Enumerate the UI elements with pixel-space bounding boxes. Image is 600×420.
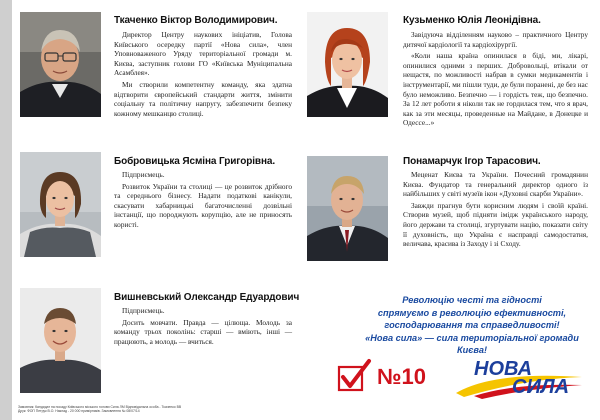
bio-paragraph: Меценат Києва та України. Почесний громадянин Києва. Фундатор та генеральний директор одного із найбільших у світі музеїв ікон «Духовні скарби України». <box>403 170 588 199</box>
imprint-line: Друк: ФОП Петрук В.О. Наклад - 20 000 примірників. Замовлення № 08/07/14 <box>18 409 140 414</box>
candidate-bio <box>114 306 292 348</box>
bio-paragraph: Завжди прагнув бути корисним людям і своїй країні. Створив музей, щоб підняти імідж українського народу, його держави та столиці, згуртувати націю, показати світу її духовність, що Україна є насправді самодостатня, величава, красива із Заходу і зі Сходу. <box>403 200 588 249</box>
candidate-name: Кузьменко Юлія Леонідівна. <box>403 15 541 26</box>
candidate-name: Ткаченко Віктор Володимирович. <box>114 15 278 26</box>
candidate-photo-vyshnevskyi <box>20 288 101 393</box>
ballot-checkbox-icon <box>336 358 372 394</box>
candidate-photo-bobrovytska <box>20 152 101 257</box>
campaign-slogan <box>352 294 592 357</box>
slogan-line: «Нова сила» — сила територіальної громади Києва! <box>365 332 579 355</box>
slogan-line: Революцію честі та гідності <box>402 295 542 305</box>
candidate-bio <box>114 170 292 232</box>
logo-text-line1: НОВА <box>474 358 533 380</box>
candidate-photo-kuzmenko <box>307 12 388 117</box>
portrait-man-glasses <box>20 12 101 117</box>
candidate-photo-tkachenko <box>20 12 101 117</box>
bio-paragraph: Ми створили компетентну команду, яка здатна відтворити європейський стандарти життя, змінити соціальну та політичну напругу, забезпечити безпеку кожному мешканцю столиці. <box>114 79 292 118</box>
portrait-young-man <box>20 288 101 393</box>
portrait-woman-red-hair <box>307 12 388 117</box>
ballot-number: №10 <box>377 364 426 389</box>
candidate-bio <box>114 30 292 120</box>
candidate-bio <box>403 170 588 251</box>
bio-paragraph: Підприємець. <box>122 306 165 315</box>
candidate-photo-ponamarchuk <box>307 156 388 261</box>
candidate-bio <box>403 30 588 130</box>
logo-text-line2: СИЛА <box>512 376 570 398</box>
portrait-man-suit <box>307 156 388 261</box>
left-margin-strip <box>0 0 12 420</box>
candidate-name: Бобровицька Ясміна Григорівна. <box>114 156 276 167</box>
candidate-name: Понамарчук Ігор Тарасович. <box>403 156 541 167</box>
bio-paragraph: Підприємець. <box>122 170 165 179</box>
slogan-line: господарювання та справедливості! <box>384 320 560 330</box>
portrait-young-woman <box>20 152 101 257</box>
imprint-line: Замовник: Кандидат на посаду Київського міського голови Сила ЛМ Відповідальна особа - Ткаченко ВВ <box>18 405 182 409</box>
bio-paragraph: Завідуюча відділенням науково – практичного Центру дитячої кардіології та кардіохірургії. <box>403 30 588 49</box>
party-logo <box>454 353 584 399</box>
candidate-name: Вишневський Олександр Едуардович <box>114 292 300 303</box>
bio-paragraph: «Коли наша країна опинилася в біді, ми, лікарі, опинилися одними з перших. Добровольці, втікали от нещастя, по можливості набрав в сумки медикаментів і інструментарії, ми пішли туди, де були поранені, де без нас було неможливо. Безпечно — і гордість теж, що безпечно. За 12 лет роботи я ніколи так не гордилася тем, что я врач, как за эти месяцы, проведенные на Майдане, в Донецке и Одессе...» <box>403 51 588 128</box>
bio-paragraph: Директор Центру наукових ініціатив, Голова Київського осередку партії «Нова сила», член Уповноваженого Уряду територіальної громади м. Києва, заступник голови ГО «Київська Муніципальна Асамблея». <box>114 30 292 78</box>
bio-paragraph: Розвиток України та столиці — це розвиток дрібного та середнього бізнесу. Надати податкові канікули, скасувати хабарницькі багаточисленні дозвільні інстанції, що породжують корупцію, але не приносять користі. <box>114 181 292 229</box>
print-imprint <box>18 405 348 413</box>
slogan-line: спрямуємо в революцію ефективності, <box>377 307 567 318</box>
bio-paragraph: Досить мовчати. Правда — цілюща. Молодь за команду трьох поколінь: старші — вміють, інші — працюють, а молодь — вчиться. <box>114 317 292 346</box>
